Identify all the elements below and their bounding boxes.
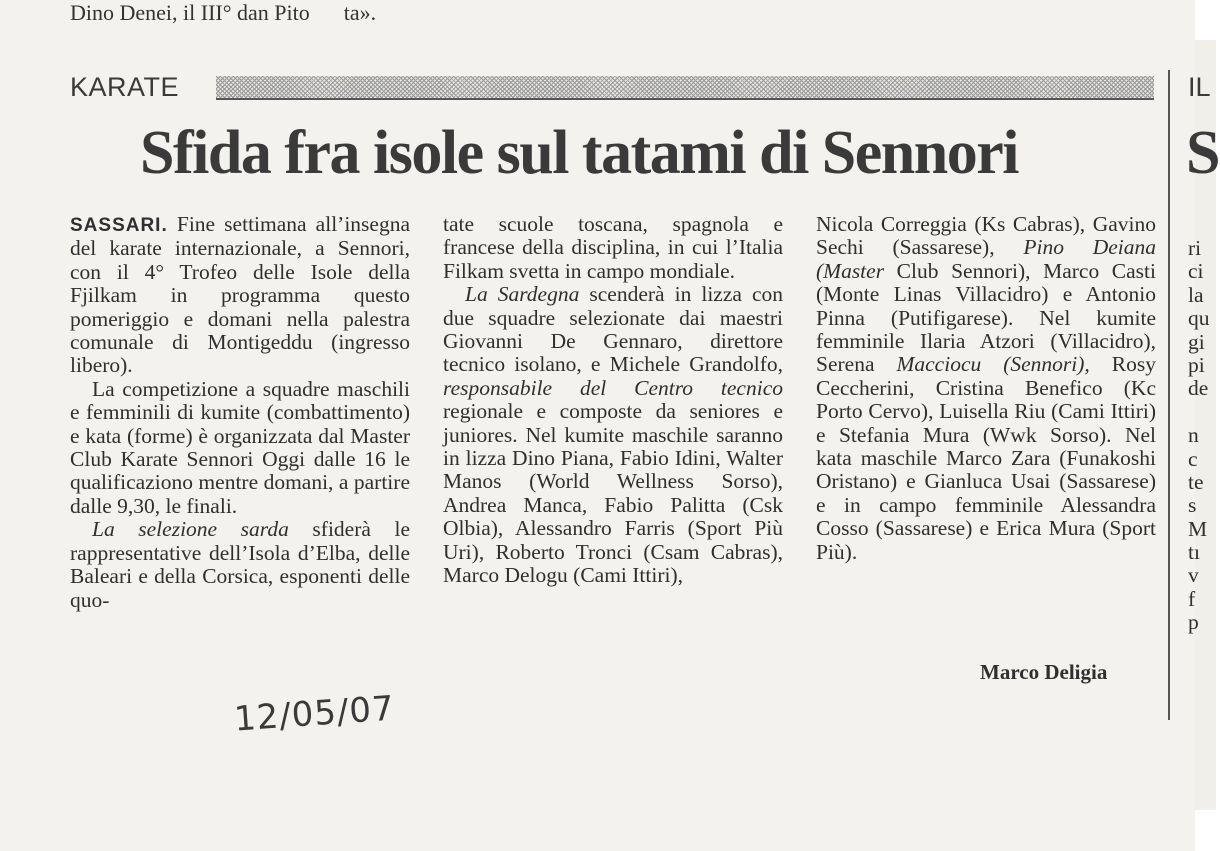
next-article-line: ci — [1188, 259, 1204, 284]
paragraph-6-text-b: Club Sennori), Marco Casti (Monte Linas Villacidro) e Antonio Pinna (Putifigarese). Nel kumite femminile Ilaria Atzori (Villacidro), Serena — [816, 258, 1156, 377]
paragraph-6-italic: Pino Deiana (Master — [816, 235, 1156, 283]
paragraph-4: tate scuole toscana, spagnola e francese della disciplina, in cui l’Italia Filkam svetta in campo mondiale. — [443, 212, 783, 283]
next-article-line: ri — [1188, 236, 1202, 260]
next-article-line: f — [1188, 586, 1196, 611]
next-article-line: qu — [1188, 306, 1210, 331]
dateline: SASSARI. — [70, 215, 168, 236]
next-article-line: la — [1188, 282, 1204, 307]
paragraph-5-italic: La Sardegna — [465, 282, 580, 307]
paragraph-5 — [443, 283, 783, 587]
next-article-kicker: IL — [1188, 72, 1211, 102]
next-article-line: s — [1188, 493, 1197, 518]
paragraph-5-text-a: scenderà in lizza con due squadre selezionate dai maestri Giovanni De Gennaro, direttore tecnico isolano, e Michele Grandolfo, — [443, 282, 783, 377]
kicker-rule — [216, 76, 1154, 100]
next-article-line: te — [1188, 469, 1204, 494]
next-article-column — [1188, 237, 1218, 635]
column-divider — [1168, 70, 1170, 720]
next-article-line: p — [1188, 610, 1199, 635]
article-headline: Sfida fra isole sul tatami di Sennori — [140, 119, 1019, 187]
cut-text-left: Dino Denei, il III° dan Pito — [70, 0, 310, 25]
section-kicker: KARATE — [70, 72, 180, 102]
paragraph-6-text-c: Rosy Ceccherini, Cristina Benefico (Kc Porto Cervo), Luisella Riu (Cami Ittiri) e Stefania Mura (Wwk Sorso). Nel kata maschile Marco Zara (Funakoshi Oristano) e Gianluca Usai (Sassarese) e in campo femminile Alessandra Cosso (Sassarese) e Erica Mura (Sport Più). — [816, 352, 1156, 564]
next-article-line: de — [1188, 376, 1209, 401]
paragraph-6-text-a: Nicola Correggia (Ks Cabras), Gavino Sechi (Sassarese), — [816, 212, 1156, 260]
paragraph-6 — [816, 213, 1156, 564]
paragraph-3 — [70, 518, 410, 612]
next-article-line: c — [1188, 446, 1198, 471]
next-article-line: gi — [1188, 329, 1205, 354]
paragraph-5-text-b: regionale e composte da seniores e juniores. Nel kumite maschile saranno in lizza Dino Piana, Fabio Idini, Walter Manos (World Wellness Sorso), Andrea Manca, Fabio Palitta (Csk Olbia), Alessandro Farris (Sport Più Uri), Roberto Tronci (Csam Cabras), Marco Delogu (Cami Ittiri), — [443, 399, 783, 588]
next-article-line: tı — [1188, 540, 1200, 565]
article-column-2 — [443, 213, 783, 588]
article-column-3 — [816, 213, 1156, 564]
next-article-line — [1188, 401, 1218, 424]
cut-text-right: ta». — [343, 0, 377, 25]
paragraph-3-italic: La selezione sarda — [92, 517, 289, 542]
paragraph-2: La competizione a squadre maschili e femminili di kumite (combattimento) e kata (forme) è organizzata dal Master Club Karate Sennori Oggi dalle 16 le qualificaziono mentre domani, a partire dalle 9,30, le finali. — [70, 376, 410, 518]
next-article-line: n — [1188, 423, 1199, 448]
paragraph-6-italic-2: Macciocu (Sennori), — [896, 352, 1090, 377]
next-article-line: M — [1188, 516, 1208, 541]
paragraph-3-text: sfiderà le rappresentative dell’Isola d’Elba, delle Baleari e della Corsica, esponenti delle quo- — [70, 517, 410, 612]
next-article-line: v — [1188, 563, 1199, 588]
handwritten-date: 12/05/07 — [232, 688, 396, 740]
paragraph-5-italic-2: responsabile del Centro tecnico — [443, 375, 783, 400]
next-article-line: pi — [1188, 352, 1205, 377]
next-article-headline: S — [1186, 119, 1220, 187]
byline: Marco Deligia — [980, 660, 1108, 684]
paragraph-1 — [70, 213, 410, 378]
article-column-1 — [70, 213, 410, 612]
cut-previous-article — [70, 0, 570, 24]
paragraph-1-text: Fine settimana all’insegna del karate internazionale, a Sennori, con il 4° Trofeo delle Isole della Fjilkam in programma questo pomeriggio e domani nella palestra comunale di Montigeddu (ingresso libero). — [70, 212, 411, 378]
